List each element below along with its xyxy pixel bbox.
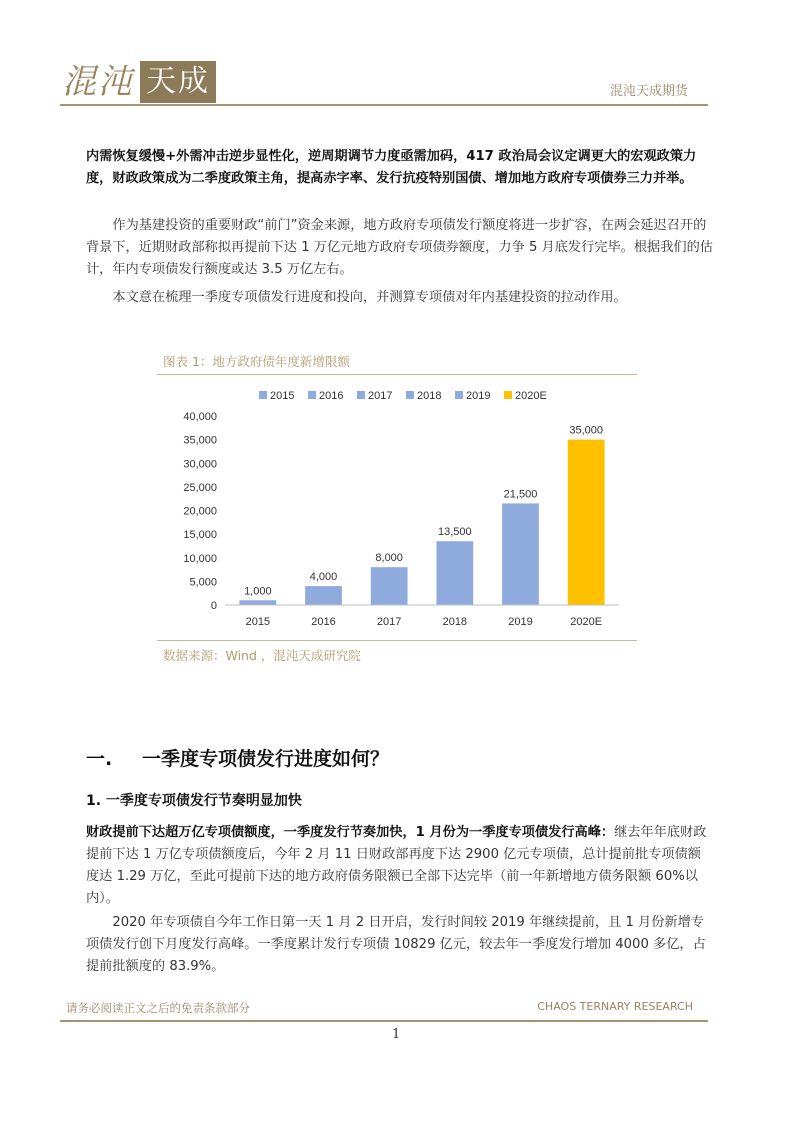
legend-label: 2018 xyxy=(417,390,442,402)
bar-2019 xyxy=(502,503,539,605)
logo-text-2: 天成 xyxy=(140,61,216,103)
bar-2015 xyxy=(239,600,276,605)
data-label: 35,000 xyxy=(569,424,603,437)
x-tick-label: 2018 xyxy=(442,616,468,628)
y-tick-label: 15,000 xyxy=(183,529,217,542)
legend-swatch xyxy=(406,391,414,399)
bars xyxy=(239,425,604,605)
page-number: 1 xyxy=(392,1027,401,1042)
logo-text-1: 混沌 xyxy=(62,62,134,102)
x-axis xyxy=(225,605,619,628)
legend-swatch xyxy=(504,391,512,399)
legend-swatch xyxy=(357,391,365,399)
chart-source: 数据来源：Wind ，混沌天成研究院 xyxy=(163,648,361,663)
chart-title: 图表 1：地方政府债年度新增限额 xyxy=(163,354,350,369)
bar-chart xyxy=(157,380,637,638)
y-tick-label: 5,000 xyxy=(189,576,217,589)
legend-swatch xyxy=(308,391,316,399)
legend-label: 2015 xyxy=(270,390,295,402)
company-logo xyxy=(62,60,216,104)
intro-paragraph-2: 作为基建投资的重要财政“前门”资金来源，地方政府专项债发行额度将进一步扩容，在两会延迟召开的背景下，近期财政部称拟再提前下达 1 万亿元地方政府专项债券额度，力争 5 月底发行完毕。根据我们的估计，年内专项债发行额度或达 3.5 万亿左右。 xyxy=(86,218,713,277)
data-label: 13,500 xyxy=(438,526,472,539)
bar-2020E xyxy=(568,440,605,605)
x-tick-label: 2020E xyxy=(570,616,603,628)
legend-label: 2019 xyxy=(466,390,491,402)
data-label: 8,000 xyxy=(375,552,403,565)
section-paragraph-2: 2020 年专项债自今年工作日第一天 1 月 2 日开启，发行时间较 2019 年继续提前，且 1 月份新增专项债发行创下月度发行高峰。一季度累计发行专项债 10829 亿元，较去年一季度发行增加 4000 多亿，占提前批额度的 83.9%。 xyxy=(86,915,706,974)
section-paragraph-1-body: 继去年年底财政提前下达 1 万亿专项债额度后，今年 2 月 11 日财政部再度下达 2900 亿元专项债，总计提前批专项债额度达 1.29 万亿，至此可提前下达的地方政府债务限额已全部下达完毕（前一年新增地方债务限额 60%以内）。 xyxy=(86,825,707,906)
section-paragraph-1 xyxy=(86,822,714,910)
legend-label: 2020E xyxy=(515,390,547,402)
data-label: 21,500 xyxy=(503,488,538,501)
legend-label: 2016 xyxy=(319,390,344,402)
x-tick-label: 2019 xyxy=(508,616,533,628)
bar-2018 xyxy=(436,541,473,605)
x-tick-label: 2016 xyxy=(311,616,336,628)
bar-2016 xyxy=(305,586,342,605)
chart-bottom-rule xyxy=(157,640,637,641)
footer-divider xyxy=(60,1020,708,1022)
header-divider xyxy=(60,104,708,106)
y-tick-label: 40,000 xyxy=(183,411,217,423)
intro-bold-paragraph: 内需恢复缓慢+外需冲击逆步显性化，逆周期调节力度亟需加码，417 政治局会议定调更大的宏观政策力度，财政政策成为二季度政策主角，提高赤字率、发行抗疫特别国债、增加地方政府专项债券三力并举。 xyxy=(86,149,697,186)
chart-legend xyxy=(259,390,547,402)
y-tick-label: 0 xyxy=(210,600,217,612)
section-title: 一季度专项债发行进度如何？ xyxy=(142,748,390,770)
data-label: 4,000 xyxy=(309,571,338,584)
footer-brand: CHAOS TERNARY RESEARCH xyxy=(537,1000,693,1013)
footer-disclaimer: 请务必阅读正文之后的免责条款部分 xyxy=(66,1001,250,1015)
subsection-heading: 1. 一季度专项债发行节奏明显加快 xyxy=(86,793,302,809)
legend-label: 2017 xyxy=(368,390,393,402)
section-paragraph-1-lead: 财政提前下达超万亿专项债额度，一季度发行节奏加快，1 月份为一季度专项债发行高峰： xyxy=(86,825,615,840)
intro-paragraph-3: 本文意在梳理一季度专项债发行进度和投向，并测算专项债对年内基建投资的拉动作用。 xyxy=(112,290,627,305)
y-tick-label: 10,000 xyxy=(183,552,217,565)
section-number: 一. xyxy=(86,748,113,770)
data-label: 1,000 xyxy=(244,585,272,598)
chart-top-rule xyxy=(157,374,637,375)
section-heading xyxy=(86,744,389,771)
x-tick-label: 2015 xyxy=(245,616,271,628)
x-tick-label: 2017 xyxy=(376,616,402,628)
bar-2017 xyxy=(371,567,408,605)
y-tick-label: 20,000 xyxy=(183,505,217,518)
legend-swatch xyxy=(455,391,463,399)
header-brand: 混沌天成期货 xyxy=(609,84,688,99)
y-tick-label: 35,000 xyxy=(183,434,217,447)
legend-swatch xyxy=(259,391,267,399)
y-tick-label: 30,000 xyxy=(183,458,217,471)
y-axis xyxy=(183,411,217,612)
y-tick-label: 25,000 xyxy=(183,481,217,494)
